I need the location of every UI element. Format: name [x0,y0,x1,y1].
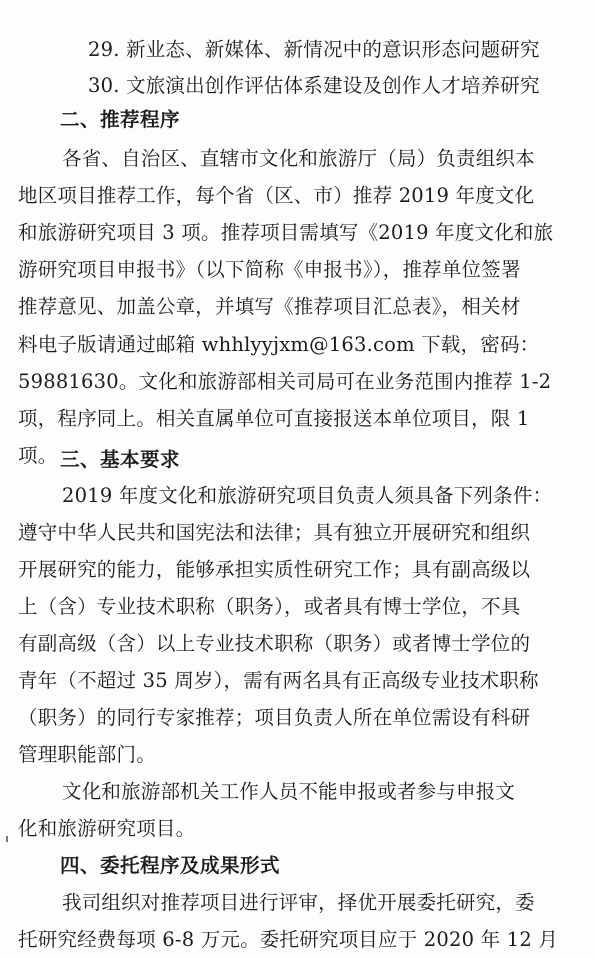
paragraph-line: 游研究项目申报书》（以下简称《申报书》），推荐单位签署 [18,258,521,281]
paragraph-line: 文化和旅游部机关工作人员不能申报或者参与申报文 [62,780,516,803]
section-heading-recommendation-procedure: 二、推荐程序 [60,108,181,131]
paragraph-line: 化和旅游研究项目。 [18,817,196,840]
paragraph-line: 地区项目推荐工作，每个省（区、市）推荐 2019 年度文化 [18,184,535,207]
paragraph-line: 推荐意见、加盖公章，并填写《推荐项目汇总表》，相关材 [18,295,521,318]
paragraph-line: 我司组织对推荐项目进行评审，择优开展委托研究，委 [62,891,535,914]
paragraph-line: 2019 年度文化和旅游研究项目负责人须具备下列条件： [62,484,553,507]
paragraph-line: 有副高级（含）以上专业技术职称（职务）或者博士学位的 [18,632,531,655]
paragraph-line: 管理职能部门。 [18,743,156,766]
list-item-29: 29. 新业态、新媒体、新情况中的意识形态问题研究 [88,38,540,61]
paragraph-line: 59881630。文化和旅游部相关司局可在业务范围内推荐 1-2 [18,370,552,393]
paragraph-line: 托研究经费每项 6-8 万元。委托研究项目应于 2020 年 12 月 [18,928,559,951]
paragraph-line: 和旅游研究项目 3 项。推荐项目需填写《2019 年度文化和旅 [18,221,554,244]
paragraph-line-email: 料电子版请通过邮箱 whhlyyjxm@163.com 下载，密码： [18,333,540,356]
paragraph-line: 开展研究的能力，能够承担实质性研究工作；具有副高级以 [18,558,531,581]
scan-mark [6,836,8,842]
paragraph-line: 项。 [18,444,58,467]
section-heading-basic-requirements: 三、基本要求 [60,448,181,471]
paragraph-line: 各省、自治区、直辖市文化和旅游厅（局）负责组织本 [62,147,535,170]
paragraph-line: 上（含）专业技术职称（职务），或者具有博士学位，不具 [18,595,521,618]
section-heading-commission-procedure: 四、委托程序及成果形式 [60,854,281,877]
list-item-30: 30. 文旅演出创作评估体系建设及创作人才培养研究 [88,74,540,97]
paragraph-line: 遵守中华人民共和国宪法和法律；具有独立开展研究和组织 [18,521,531,544]
paragraph-line: （职务）的同行专家推荐；项目负责人所在单位需设有科研 [18,706,531,729]
paragraph-line: 青年（不超过 35 周岁），需有两名具有正高级专业技术职称 [18,669,539,692]
paragraph-line: 项，程序同上。相关直属单位可直接报送本单位项目，限 1 [18,407,530,430]
